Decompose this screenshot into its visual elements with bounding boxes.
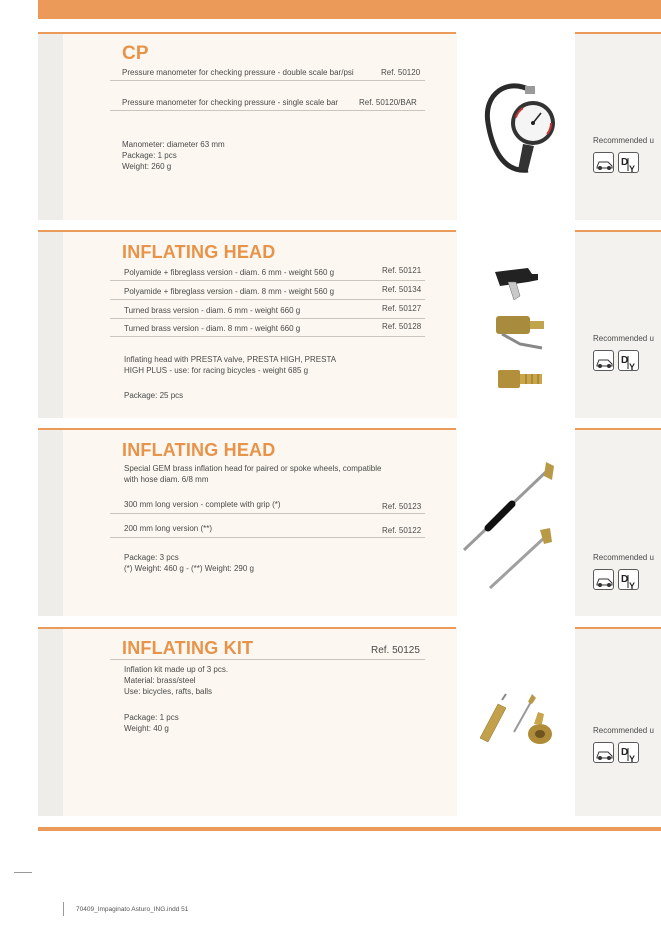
recommended-use-label: Recommended u [593,334,654,343]
description-line: Special GEM brass inflation head for paired or spoke wheels, compatible [124,464,382,473]
usage-icons [593,152,639,173]
usage-panel [575,231,661,418]
product-row-text: 200 mm long version (**) [124,524,213,533]
detail-line: HIGH PLUS - use: for racing bicycles - weight 685 g [124,366,309,375]
product-ref: Ref. 50121 [382,266,422,275]
section-title: CP [122,43,149,64]
car-icon [593,569,614,590]
inflating-kit-image [476,690,560,750]
row-divider [110,110,425,111]
usage-rule [575,230,661,232]
recommended-use-label: Recommended u [593,136,654,145]
svg-text:Y: Y [629,164,636,174]
svg-text:Y: Y [629,362,636,372]
detail-line: Weight: 260 g [122,162,172,171]
inflating-heads-image [490,260,550,410]
section-title: INFLATING HEAD [122,242,276,262]
product-ref: Ref. 50134 [382,285,422,294]
row-divider [110,513,425,514]
diy-icon [618,569,639,590]
section-gutter [38,231,63,418]
usage-panel [575,33,661,220]
top-orange-bar [38,0,661,19]
row-divider [110,318,425,319]
product-row-text: Turned brass version - diam. 8 mm - weight 660 g [124,324,301,333]
diy-icon [618,742,639,763]
row-divider [110,659,425,660]
row-divider [110,537,425,538]
product-ref: Ref. 50128 [382,322,422,331]
description-line: with hose diam. 6/8 mm [124,475,209,484]
detail-line: Inflating head with PRESTA valve, PRESTA HIGH, PRESTA [124,355,337,364]
usage-rule [575,627,661,629]
detail-line: Weight: 40 g [124,724,169,733]
row-divider [110,280,425,281]
usage-icons [593,569,639,590]
svg-text:Y: Y [629,754,636,764]
svg-text:D: D [621,355,629,366]
product-row-text: Pressure manometer for checking pressure - single scale bar [122,98,339,107]
slug-mark [63,902,64,916]
detail-line: Package: 1 pcs [124,713,179,722]
svg-text:D: D [621,157,629,168]
usage-rule [575,32,661,34]
detail-line: Package: 1 pcs [122,151,177,160]
section-gutter [38,429,63,616]
detail-line: Manometer: diameter 63 mm [122,140,225,149]
diy-icon [618,152,639,173]
row-divider [110,80,425,81]
product-row-text: Pressure manometer for checking pressure - double scale bar/psi [122,68,354,77]
recommended-use-label: Recommended u [593,726,654,735]
product-ref: Ref. 50122 [382,526,422,535]
package-line: Package: 25 pcs [124,391,184,400]
usage-rule [575,428,661,430]
usage-icons [593,742,639,763]
description-line: Material: brass/steel [124,676,196,685]
usage-icons [593,350,639,371]
manometer-image [478,78,560,178]
recommended-use-label: Recommended u [593,553,654,562]
section-title: INFLATING KIT [122,638,254,658]
section-gutter [38,628,63,816]
diy-icon [618,350,639,371]
description-line: Use: bicycles, rafts, balls [124,687,213,696]
product-ref: Ref. 50120 [381,68,421,77]
inflating-gun-image [458,458,562,594]
product-row-text: 300 mm long version - complete with grip (*) [124,500,281,509]
bottom-orange-rule [38,827,661,831]
svg-text:D: D [621,574,629,585]
car-icon [593,350,614,371]
section-rule [38,627,456,629]
svg-text:Y: Y [629,581,636,591]
product-ref: Ref. 50125 [371,645,420,656]
description-line: Inflation kit made up of 3 pcs. [124,665,229,674]
section-rule [38,428,456,430]
usage-panel [575,628,661,816]
footer-slug: 70409_Impaginato Asturo_ING.indd 51 [76,906,189,913]
product-ref: Ref. 50123 [382,502,422,511]
section-rule [38,230,456,232]
section-title: INFLATING HEAD [122,440,276,460]
product-ref: Ref. 50127 [382,304,422,313]
section-rule [38,32,456,34]
detail-line: (*) Weight: 460 g - (**) Weight: 290 g [124,564,254,573]
product-ref: Ref. 50120/BAR [359,98,417,107]
margin-mark [14,872,32,873]
detail-line: Package: 3 pcs [124,553,179,562]
section-gutter [38,33,63,220]
car-icon [593,742,614,763]
product-row-text: Polyamide + fibreglass version - diam. 6 mm - weight 560 g [124,268,335,277]
row-divider [110,336,425,337]
product-row-text: Polyamide + fibreglass version - diam. 8 mm - weight 560 g [124,287,335,296]
svg-text:D: D [621,747,629,758]
row-divider [110,299,425,300]
car-icon [593,152,614,173]
product-row-text: Turned brass version - diam. 6 mm - weight 660 g [124,306,301,315]
